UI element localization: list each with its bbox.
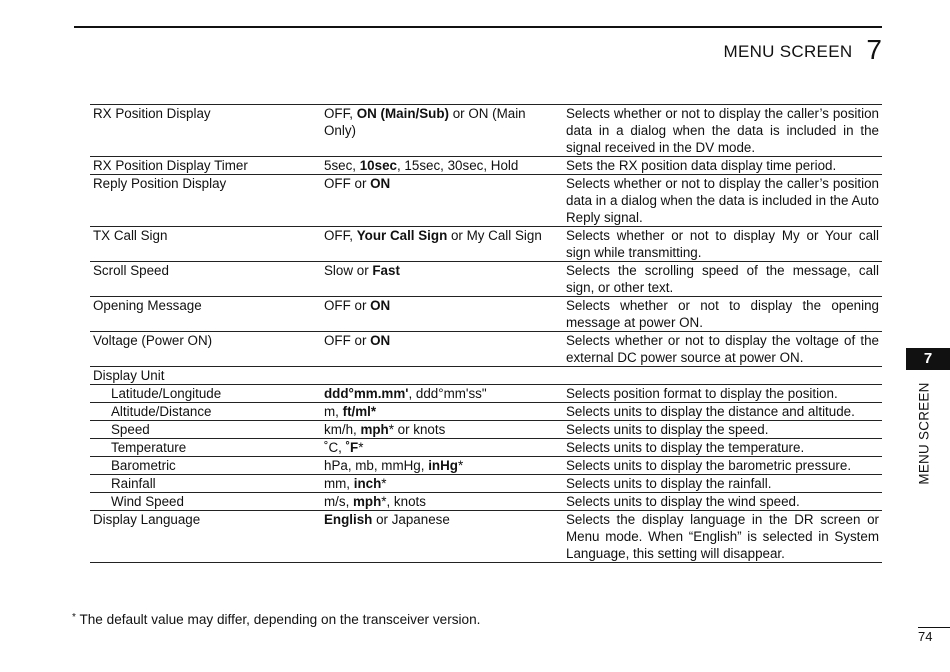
default-option: inch (353, 476, 382, 491)
default-option: mph (360, 422, 389, 437)
setting-description: Selects units to display the distance and altitude. (566, 404, 855, 419)
table-row (90, 493, 882, 511)
option-text: OFF, (324, 228, 357, 243)
setting-name: Display Language (93, 512, 201, 527)
setting-description: Selects position format to display the position. (566, 386, 838, 401)
table-row (90, 332, 882, 367)
setting-name: Wind Speed (111, 494, 184, 509)
option-text: * or knots (388, 422, 446, 437)
option-text: OFF or (324, 333, 371, 348)
table-row (90, 475, 882, 493)
setting-description: Selects units to display the temperature. (566, 440, 805, 455)
setting-description: Selects whether or not to display the opening message at power ON. (566, 298, 879, 330)
option-text: OFF, (324, 106, 357, 121)
option-text: m, (324, 404, 343, 419)
option-text: Slow or (324, 263, 373, 278)
footnote-text: The default value may differ, depending on the transceiver version. (79, 612, 481, 627)
option-text: * (457, 458, 464, 473)
setting-name: Voltage (Power ON) (93, 333, 213, 348)
default-option: inHg (428, 458, 458, 473)
table-row (90, 297, 882, 332)
setting-options (321, 332, 563, 367)
setting-options (321, 227, 563, 262)
default-option: ft/ml* (342, 404, 377, 419)
table-row (90, 105, 882, 157)
setting-options (321, 297, 563, 332)
option-text: m/s, (324, 494, 354, 509)
setting-name: Speed (111, 422, 150, 437)
header-title: MENU SCREEN (723, 42, 853, 61)
option-text: 5sec, (324, 158, 360, 173)
option-text: OFF or (324, 298, 371, 313)
menu-settings-table (90, 104, 882, 563)
option-text: ˚C, (324, 440, 346, 455)
table-row (90, 367, 882, 385)
setting-name: RX Position Display Timer (93, 158, 248, 173)
option-text: or ON (Main Only) (324, 106, 526, 138)
footnote (72, 612, 480, 627)
table-row (90, 227, 882, 262)
setting-name: Reply Position Display (93, 176, 227, 191)
default-option: ON (370, 333, 391, 348)
chapter-side-label-text: MENU SCREEN (916, 382, 932, 485)
chapter-side-label (905, 380, 943, 492)
setting-options (321, 367, 563, 385)
setting-name: Opening Message (93, 298, 202, 313)
setting-name: Barometric (111, 458, 176, 473)
option-text: hPa, mb, mmHg, (324, 458, 429, 473)
option-text: , 15sec, 30sec, Hold (396, 158, 519, 173)
option-text: * (381, 476, 387, 491)
option-text: km/h, (324, 422, 361, 437)
chapter-tab: 7 (906, 348, 950, 370)
setting-options (321, 475, 563, 493)
option-text: or My Call Sign (447, 228, 542, 243)
page-header (723, 36, 882, 64)
setting-description: Selects units to display the rainfall. (566, 476, 772, 491)
setting-options (321, 385, 563, 403)
default-option: ˚F (345, 440, 359, 455)
setting-name: RX Position Display (93, 106, 211, 121)
setting-name: TX Call Sign (93, 228, 168, 243)
table-row (90, 175, 882, 227)
setting-options (321, 262, 563, 297)
setting-name: Temperature (111, 440, 187, 455)
default-option: mph (353, 494, 382, 509)
default-option: Your Call Sign (356, 228, 448, 243)
default-option: ddd°mm.mm' (324, 386, 409, 401)
setting-name: Display Unit (93, 368, 165, 383)
table-row (90, 511, 882, 563)
setting-description: Selects units to display the barometric pressure. (566, 458, 852, 473)
footnote-mark: * (72, 612, 76, 623)
setting-description: Sets the RX position data display time period. (566, 158, 837, 173)
setting-options (321, 493, 563, 511)
page-number: 74 (918, 629, 933, 644)
chapter-number: 7 (866, 34, 882, 65)
setting-description: Selects whether or not to display the caller’s position data in a dialog when the data is included in the signal received in the DV mode. (566, 106, 879, 155)
table-row (90, 157, 882, 175)
setting-description: Selects units to display the speed. (566, 422, 769, 437)
setting-options (321, 421, 563, 439)
setting-options (321, 175, 563, 227)
table-row (90, 421, 882, 439)
setting-name: Latitude/Longitude (111, 386, 222, 401)
setting-description: Selects whether or not to display My or Your call sign while transmitting. (566, 228, 879, 260)
table-row (90, 457, 882, 475)
setting-description: Selects the display language in the DR screen or Menu mode. When “English” is selected in System Language, this setting will disappear. (566, 512, 879, 561)
default-option: 10sec (359, 158, 397, 173)
setting-description: Selects units to display the wind speed. (566, 494, 800, 509)
default-option: ON (370, 298, 391, 313)
option-text: mm, (324, 476, 354, 491)
setting-description: Selects the scrolling speed of the message, call sign, or other text. (566, 263, 879, 295)
table-row (90, 403, 882, 421)
default-option: ON (Main/Sub) (356, 106, 449, 121)
option-text: *, knots (381, 494, 426, 509)
setting-name: Altitude/Distance (111, 404, 212, 419)
table-row (90, 262, 882, 297)
top-rule (74, 26, 882, 28)
option-text: OFF or (324, 176, 371, 191)
setting-options (321, 403, 563, 421)
setting-options (321, 439, 563, 457)
setting-description (563, 367, 882, 385)
default-option: English (324, 512, 373, 527)
default-option: ON (370, 176, 391, 191)
option-text: or Japanese (372, 512, 450, 527)
setting-name: Scroll Speed (93, 263, 169, 278)
default-option: Fast (372, 263, 400, 278)
table-row (90, 385, 882, 403)
table-row (90, 439, 882, 457)
setting-options (321, 457, 563, 475)
option-text: , ddd°mm'ss" (408, 386, 487, 401)
setting-options (321, 157, 563, 175)
option-text: * (358, 440, 364, 455)
setting-description: Selects whether or not to display the caller’s position data in a dialog when the data is included in the Auto Reply signal. (566, 176, 879, 225)
page-number-rule (918, 627, 950, 628)
setting-description: Selects whether or not to display the voltage of the external DC power source at power ON. (566, 333, 879, 365)
setting-options (321, 511, 563, 563)
setting-options (321, 105, 563, 157)
setting-name: Rainfall (111, 476, 156, 491)
